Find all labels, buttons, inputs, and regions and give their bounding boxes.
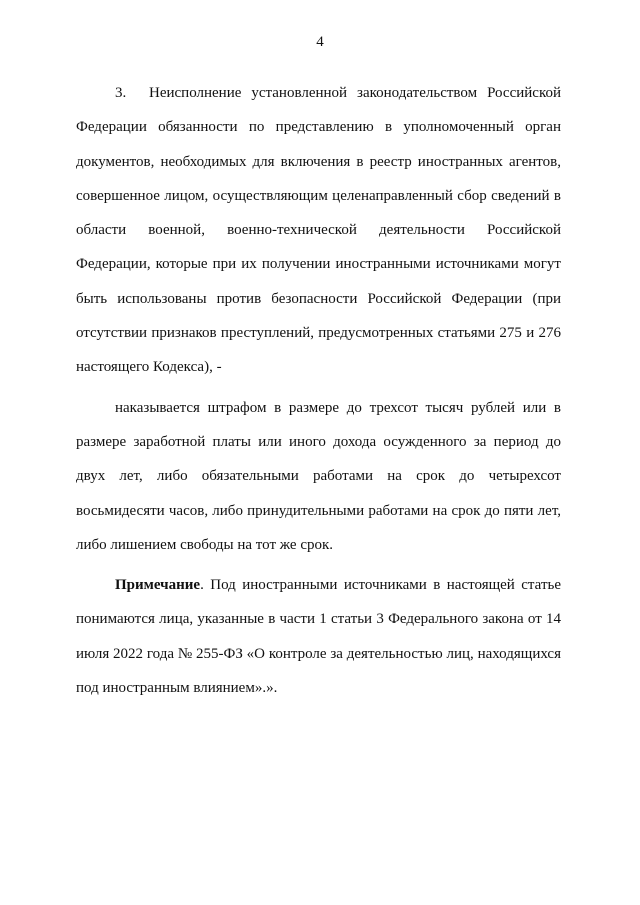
penalty-paragraph — [76, 391, 561, 562]
note-text: . Под иностранными источниками в настоящей статье понимаются лица, указанные в части 1 статьи 3 Федерального закона от 14 июля 2022 года № 255-ФЗ «О контроле за деятельностью лиц, находящихся под иностранным влиянием».». — [76, 577, 561, 697]
item-text: Неисполнение установленной законодательством Российской Федерации обязанности по представлению в уполномоченный орган документов, необходимых для включения в реестр иностранных агентов, совершенное лицом, осуществляющим целенаправленный сбор сведений в области военной, военно-технической деятельности Российской Федерации, которые при их получении иностранными источниками могут быть использованы против безопасности Российской Федерации (при отсутствии признаков преступлений, предусмотренных статьями 275 и 276 настоящего Кодекса), - — [76, 85, 561, 376]
article-item-paragraph — [76, 76, 561, 385]
note-paragraph — [76, 568, 561, 705]
document-body — [76, 76, 561, 705]
note-label: Примечание — [115, 577, 201, 594]
page-number: 4 — [316, 34, 324, 50]
item-number: 3. — [115, 85, 127, 101]
penalty-text: наказывается штрафом в размере до трехсот тысяч рублей или в размере заработной платы или иного дохода осужденного за период до двух лет, либо обязательными работами на срок до четырехсот восьмидесяти часов, либо принудительными работами на срок до пяти лет, либо лишением свободы на тот же срок. — [76, 399, 561, 553]
